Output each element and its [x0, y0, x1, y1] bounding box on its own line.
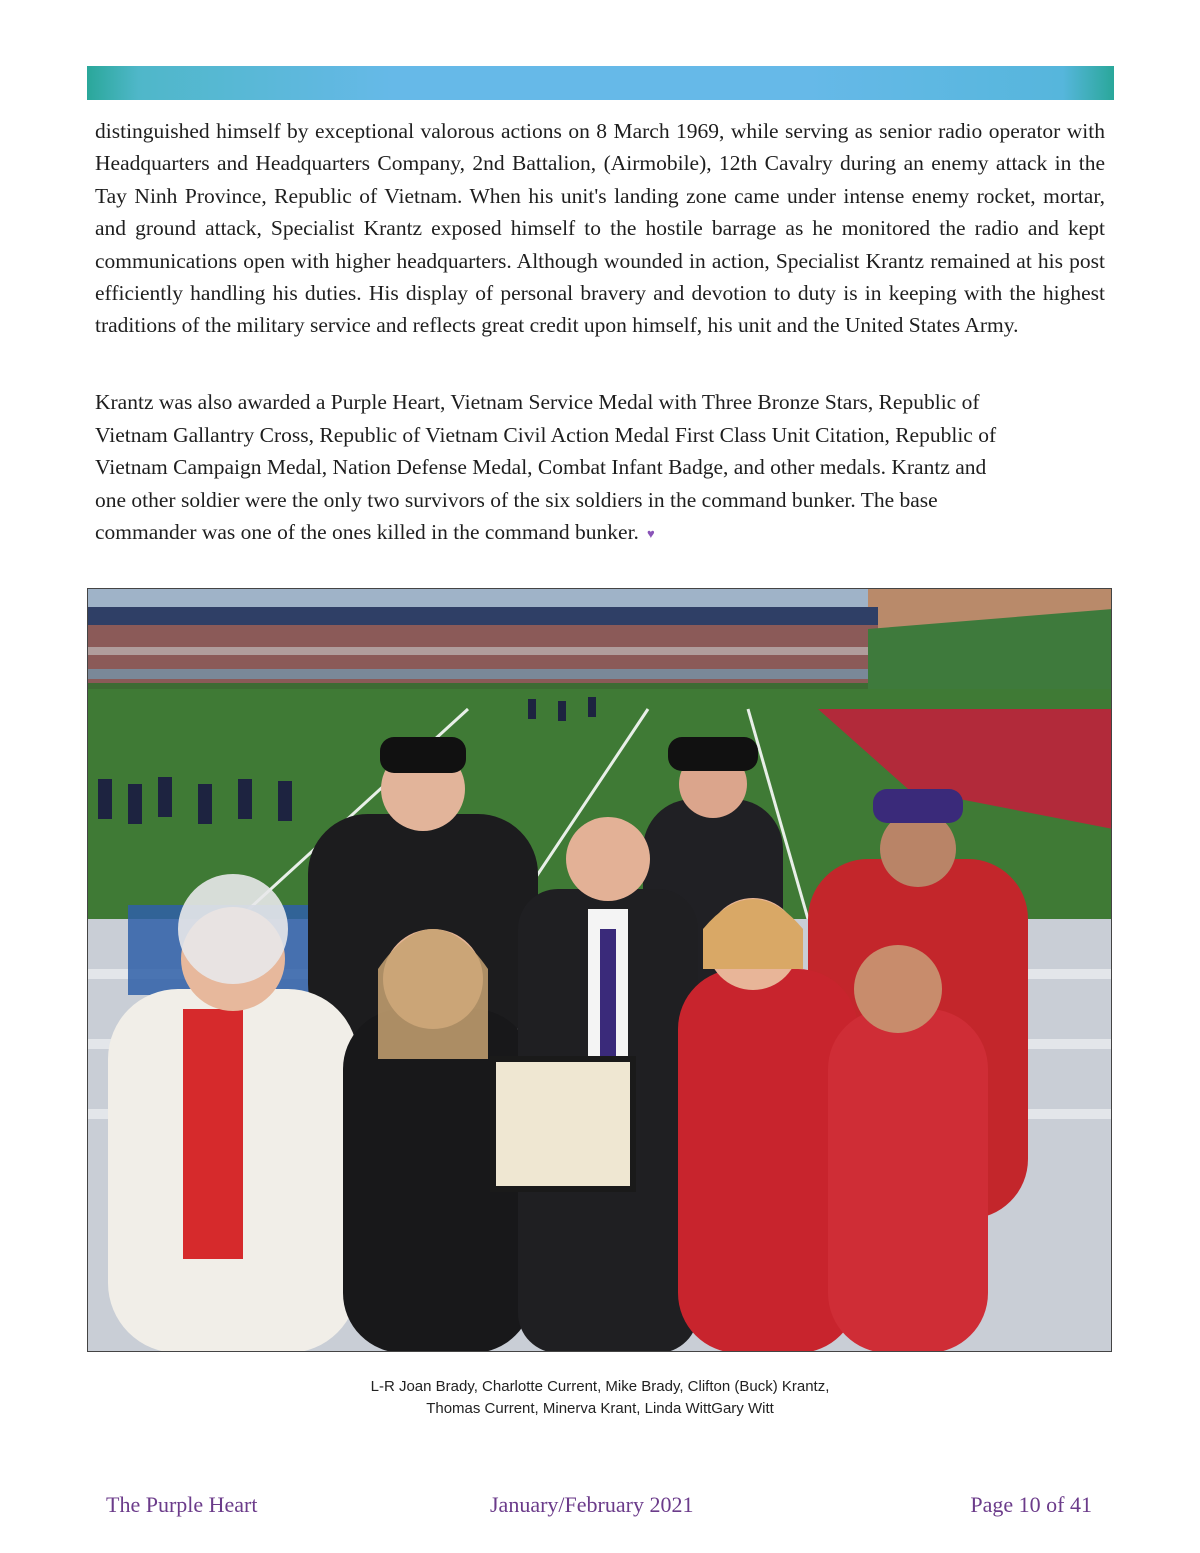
paragraph-line: Krantz was also awarded a Purple Heart, Vietnam Service Medal with Three Bronze Stars, Republic of [95, 390, 980, 414]
paragraph-line: Vietnam Gallantry Cross, Republic of Vietnam Civil Action Medal First Class Unit Citation, Republic of [95, 422, 997, 447]
footer-issue-date: January/February 2021 [490, 1492, 694, 1517]
group-photo [87, 588, 1112, 1352]
paragraph-line: commander was one of the ones killed in the command bunker. [95, 520, 639, 544]
heart-icon: ♥ [646, 525, 655, 541]
stadium-banner [88, 607, 878, 625]
paragraph-line: Vietnam Campaign Medal, Nation Defense Medal, Combat Infant Badge, and other medals. Krantz and [95, 455, 987, 479]
paragraph-line: one other soldier were the only two survivors of the six soldiers in the command bunker. The base [95, 487, 938, 512]
footer-page-number: Page 10 of 41 [970, 1492, 1092, 1517]
photo-caption-line-2: Thomas Current, Minerva Krant, Linda WittGary Witt [426, 1400, 774, 1417]
group-photo-illustration [88, 589, 1112, 1352]
photo-caption-line-1: L-R Joan Brady, Charlotte Current, Mike Brady, Clifton (Buck) Krantz, [370, 1378, 830, 1395]
header-color-band [87, 66, 1114, 100]
body-paragraph-2 [95, 386, 1105, 550]
body-paragraph-1: distinguished himself by exceptional valorous actions on 8 March 1969, while serving as senior radio operator with Headquarters and Headquarters Company, 2nd Battalion, (Airmobile), 12th Cavalry during an enemy attack in the Tay Ninh Province, Republic of Vietnam. When his unit's landing zone came under intense enemy rocket, mortar, and ground attack, Specialist Krantz exposed himself to the hostile barrage as he monitored the radio and kept communications open with higher headquarters. Although wounded in action, Specialist Krantz remained at his post efficiently handling his duties. His display of personal bravery and devotion to duty is in keeping with the highest traditions of the military service and reflects great credit upon himself, his unit and the United States Army. [95, 119, 1105, 338]
footer-publication-title: The Purple Heart [106, 1492, 258, 1517]
certificate [493, 1059, 633, 1189]
